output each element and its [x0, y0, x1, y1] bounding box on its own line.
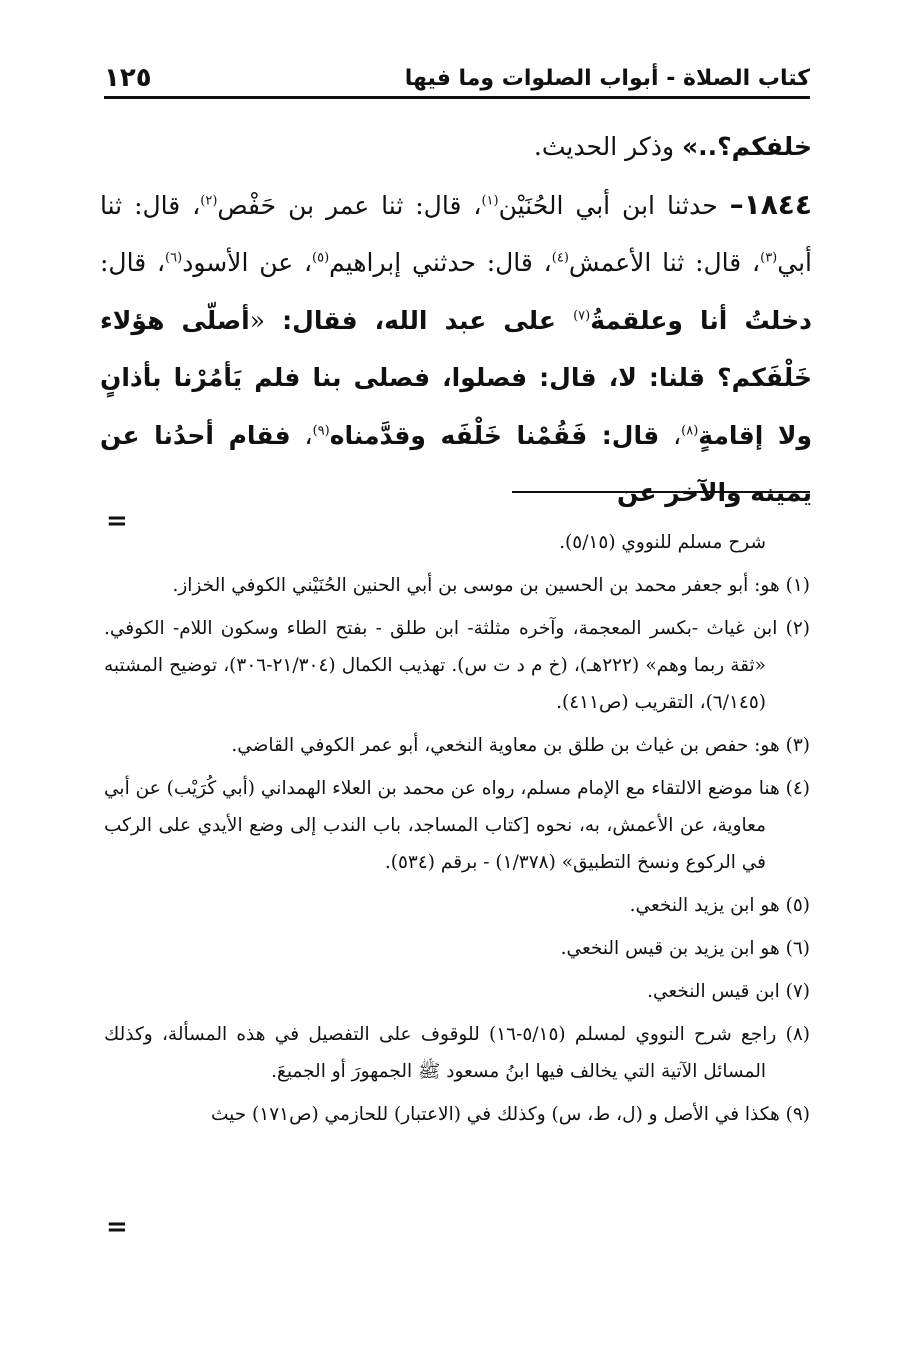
narration-text: ، — [659, 420, 682, 450]
hadith-text-bold: فقام أحدُنا عن يمينه والآخر عن — [100, 420, 812, 507]
footnote-item: (٧) ابن قيس النخعي. — [647, 981, 810, 1002]
main-text — [100, 118, 812, 522]
continuation-rest: وذكر الحديث. — [533, 132, 682, 161]
page-number: ١٢٥ — [104, 63, 152, 93]
footnotes — [104, 524, 810, 1139]
header-title: كتاب الصلاة - أبواب الصلوات وما فيها — [404, 65, 810, 91]
narration-text: ، قال: — [100, 248, 166, 277]
footnote-item: (٢) ابن غياث -بكسر المعجمة، وآخره مثلثة- ابن طلق - بفتح الطاء وسكون اللام- الكوفي. «ثقة ربما وهم» (٢٢٢هـ)، (خ م د ت س). تهذيب الكمال (٢١/٣٠٤-٣٠٦)، توضيح المشتبه (٦/١٤٥)، التقريب (ص٤١١). — [104, 618, 810, 713]
quote-mark: « — [249, 305, 266, 335]
footnote-ref: (٤) — [551, 250, 569, 266]
footnote-item: (٦) هو ابن يزيد بن قيس النخعي. — [560, 938, 810, 959]
footnote-ref: (٩) — [312, 423, 330, 439]
footnote-ref: (١) — [481, 193, 499, 209]
footnote-ref: (٧) — [573, 308, 591, 324]
continuation-line — [100, 118, 812, 176]
header-rule — [104, 96, 810, 99]
narration-text: ، قال: حدثني إبراهيم — [329, 248, 552, 277]
narration-text: ، قال: ثنا أبي — [100, 190, 812, 277]
footnote-item: (٤) هنا موضع الالتقاء مع الإمام مسلم، رواه عن محمد بن العلاء الهمداني (أبي كُرَيْب) عن أبي معاوية، عن الأعمش، به، نحوه [كتاب المساجد، باب الندب إلى وضع الأيدي على الركب في الركوع ونسخ التطبيق» (١/٣٧٨) - برقم (٥٣٤). — [104, 778, 810, 873]
hadith-text-bold: دخلتُ أنا وعلقمةُ — [590, 305, 812, 335]
hadith-text-bold: على عبد الله، فقال: — [265, 305, 574, 335]
hadith-text-bold: أصلّى هؤلاء خَلْفَكم؟ قلنا: لا، قال: فصلوا، فصلى بنا فلم يَأمُرْنا بأذانٍ ولا إقامةٍ — [100, 305, 813, 450]
narration-text: ، قال: ثنا عمر بن حَفْص — [217, 190, 482, 220]
narration-text: ، قال: ثنا الأعمش — [568, 248, 761, 277]
footnote-continuation: شرح مسلم للنووي (٥/١٥). — [559, 532, 766, 553]
hadith-number: ١٨٤٤– — [729, 187, 812, 221]
hadith-text-bold: قال: فَقُمْنا خَلْفَه وقدَّمناه — [329, 420, 660, 450]
footnote-ref: (٣) — [760, 250, 778, 266]
narration-text: ، عن الأسود — [182, 248, 313, 277]
running-header — [104, 60, 810, 96]
footnote-ref: (٥) — [312, 250, 330, 266]
footnote-ref: (٢) — [200, 193, 218, 209]
footnote-item: (٨) راجع شرح النووي لمسلم (٥/١٥-١٦) للوقوف على التفصيل في هذه المسألة، وكذلك المسائل الآتية التي يخالف فيها ابنُ مسعود ﷺ الجمهورَ أو الجميعَ. — [104, 1024, 810, 1082]
footnote-continuation-mark: = — [106, 506, 128, 536]
continuation-bold: خلفكم؟..» — [681, 132, 812, 161]
footnote-item: (٩) هكذا في الأصل و (ل، ط، س) وكذلك في (الاعتبار) للحازمي (ص١٧١) حيث — [210, 1104, 810, 1125]
narration-text: حدثنا ابن أبي الحُنَيْن — [498, 190, 730, 220]
footnote-separator — [512, 491, 810, 493]
footnote-end-mark: = — [106, 1212, 128, 1242]
hadith-paragraph — [100, 176, 812, 522]
footnote-item: (٥) هو ابن يزيد النخعي. — [629, 895, 810, 916]
narration-text: ، — [290, 420, 313, 450]
footnote-ref: (٦) — [165, 250, 183, 266]
footnote-item: (١) هو: أبو جعفر محمد بن الحسين بن موسى بن أبي الحنين الحُنَيْني الكوفي الخزاز. — [172, 575, 810, 596]
footnote-item: (٣) هو: حفص بن غياث بن طلق بن معاوية النخعي، أبو عمر الكوفي القاضي. — [231, 735, 810, 756]
footnote-ref: (٨) — [681, 423, 699, 439]
